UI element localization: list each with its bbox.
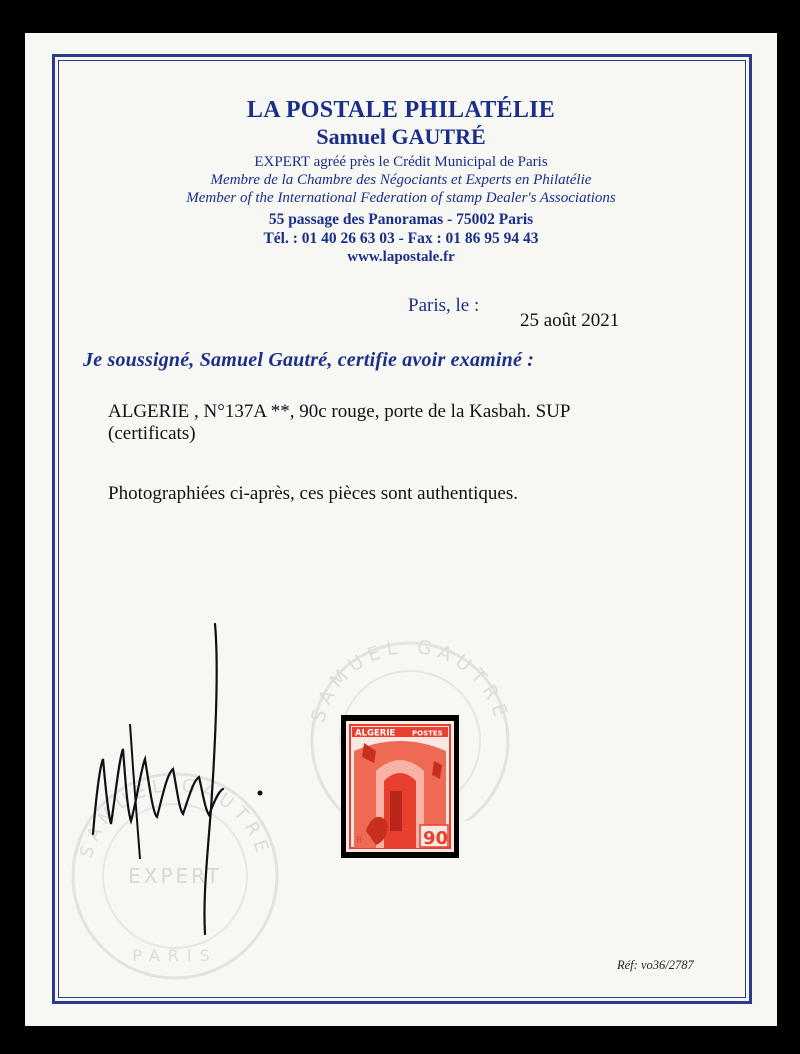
declaration: Je soussigné, Samuel Gautré, certifie avoir examiné : [83, 349, 535, 371]
item-line-2: (certificats) [108, 423, 196, 444]
signature [85, 609, 300, 939]
certificate-date: 25 août 2021 [520, 310, 620, 331]
website: www.lapostale.fr [347, 249, 455, 265]
stamp-image [346, 721, 454, 852]
item-description [108, 401, 570, 445]
expert-name: Samuel GAUTRÉ [316, 124, 486, 149]
membership-english: Member of the International Federation of stamp Dealer's Associations [186, 190, 616, 206]
certificate-paper [25, 33, 777, 1026]
reference-number: Réf: vo36/2787 [617, 958, 694, 972]
svg-text:EXPERT: EXPERT [128, 864, 222, 888]
item-line-1: ALGERIE , N°137A **, 90c rouge, porte de la Kasbah. SUP [108, 401, 571, 422]
place-label: Paris, le : [408, 295, 480, 316]
svg-text:90: 90 [423, 828, 449, 849]
svg-text:PARIS: PARIS [132, 946, 218, 965]
stamp-photo [341, 715, 459, 858]
organization-title: LA POSTALE PHILATÉLIE [246, 97, 556, 123]
svg-text:POSTES: POSTES [412, 729, 443, 738]
svg-text:R: R [356, 836, 363, 846]
svg-text:c: c [412, 814, 417, 823]
authenticity-note: Photographiées ci-après, ces pièces sont authentiques. [108, 483, 518, 504]
membership-french: Membre de la Chambre des Négociants et Experts en Philatélie [210, 172, 592, 188]
svg-text:SAMUEL GAUTRE: SAMUEL GAUTRE [307, 635, 513, 725]
svg-text:ALGERIE: ALGERIE [355, 728, 396, 739]
address: 55 passage des Panoramas - 75002 Paris [268, 211, 534, 228]
svg-text:SAMUEL GAUTRE: SAMUEL GAUTRE [76, 774, 274, 861]
phone-fax: Tél. : 01 40 26 63 03 - Fax : 01 86 95 94 43 [263, 230, 539, 247]
expert-accreditation: EXPERT agréé près le Crédit Municipal de Paris [254, 154, 548, 170]
